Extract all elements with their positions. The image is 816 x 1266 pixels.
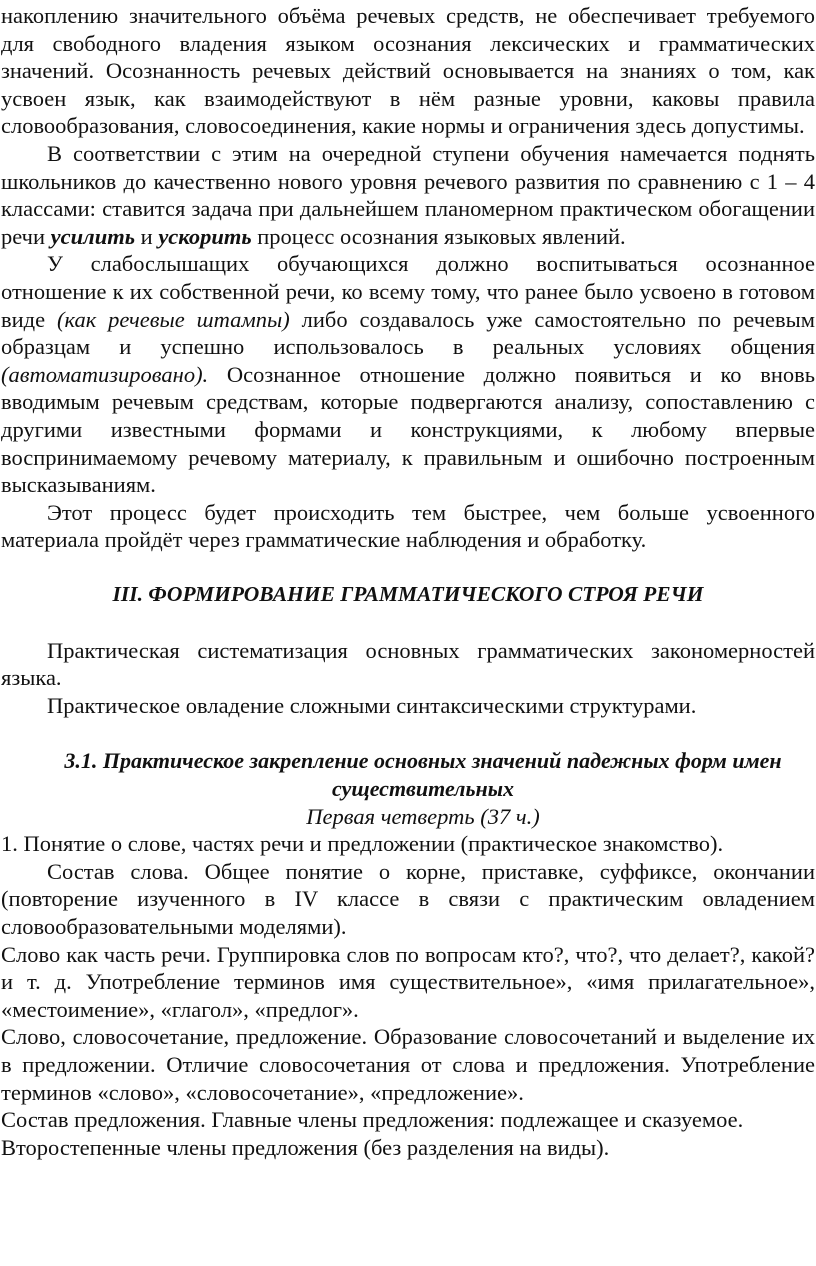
section-heading: III. ФОРМИРОВАНИЕ ГРАММАТИЧЕСКОГО СТРОЯ РЕЧИ bbox=[112, 581, 704, 606]
paragraph-continuation: накоплению значительного объёма речевых средств, не обеспечивает требуемого для свободного владения языком осознания лексических и грамматических значений. Осознанность речевых действий основывается на знаниях о том, как усвоен язык, как взаимодействуют в нём разные уровни, каковы правила словообразования, словосоединения, какие нормы и ограничения здесь допустимы. bbox=[1, 3, 815, 139]
topic-sentence-structure: Состав предложения. Главные члены предложения: подлежащее и сказуемое. bbox=[1, 1107, 744, 1133]
paragraph-process: Этот процесс будет происходить тем быстрее, чем больше усвоенного материала пройдёт через грамматические наблюдения и обработку. bbox=[1, 499, 815, 553]
emphasis-automated: (автоматизировано). bbox=[1, 361, 209, 387]
spacer bbox=[1, 720, 815, 747]
paragraph-text: Осознанное отношение должно появиться и ко вновь вводимым речевым средствам, которые подвергаются анализу, сопоставлению с другими известными формами и конструкциями, к любому впервые воспринимаемому речевому материалу, к правильным и ошибочно построенным высказываниям. bbox=[1, 361, 815, 498]
emphasis-accelerate: ускорить bbox=[158, 223, 252, 249]
quarter-label: Первая четверть (37 ч.) bbox=[306, 803, 540, 829]
topic-word-structure: Состав слова. Общее понятие о корне, приставке, суффиксе, окончании (повторение изученного в IV классе в связи с практическим овладением словообразовательными моделями). bbox=[1, 858, 815, 940]
topic-concept-word: 1. Понятие о слове, частях речи и предложении (практическое знакомство). bbox=[1, 831, 724, 857]
topic-secondary-members: Второстепенные члены предложения (без разделения на виды). bbox=[1, 1134, 610, 1160]
topic-parts-of-speech: Слово как часть речи. Группировка слов по вопросам кто?, что?, что делает?, какой? и т. д. Употребление терминов имя существительное», «имя прилагательное», «местоимение», «глагол», «предлог». bbox=[1, 941, 815, 1022]
paragraph-text: либо создавалось уже самостоятельно по речевым образцам и успешно использовалось в реальных условиях общения bbox=[1, 306, 815, 360]
subsection-title: 3.1. Практическое закрепление основных значений падежных форм имен существительных bbox=[64, 747, 782, 801]
emphasis-speech-patterns: (как речевые штампы) bbox=[56, 306, 290, 332]
emphasis-strengthen: усилить bbox=[50, 223, 136, 249]
paragraph-speech-development bbox=[1, 140, 815, 250]
paragraph-text: У слабослышащих обучающихся должно воспитываться осознанное отношение к их собственной речи, ко всему тому, что ранее было усвоено в готовом виде bbox=[1, 251, 815, 332]
paragraph-text: процесс осознания языковых явлений. bbox=[251, 223, 626, 249]
section-item-systematization: Практическая систематизация основных грамматических закономерностей языка. bbox=[1, 637, 815, 691]
spacer bbox=[1, 608, 815, 637]
paragraph-text: В соответствии с этим на очередной ступени обучения намечается поднять школьников до качественно нового уровня речевого развития по сравнению с 1 – 4 классами: ставится задача при дальнейшем планомерном практическом обогащении речи bbox=[1, 140, 815, 249]
paragraph-conscious-attitude bbox=[1, 250, 815, 498]
section-item-syntax: Практическое овладение сложными синтаксическими структурами. bbox=[47, 693, 697, 719]
paragraph-text: и bbox=[135, 223, 159, 249]
topic-word-phrase-sentence: Слово, словосочетание, предложение. Образование словосочетаний и выделение их в предложении. Отличие словосочетания от слова и предложения. Употребление терминов «слово», «словосочетание», «предложение». bbox=[1, 1024, 815, 1105]
